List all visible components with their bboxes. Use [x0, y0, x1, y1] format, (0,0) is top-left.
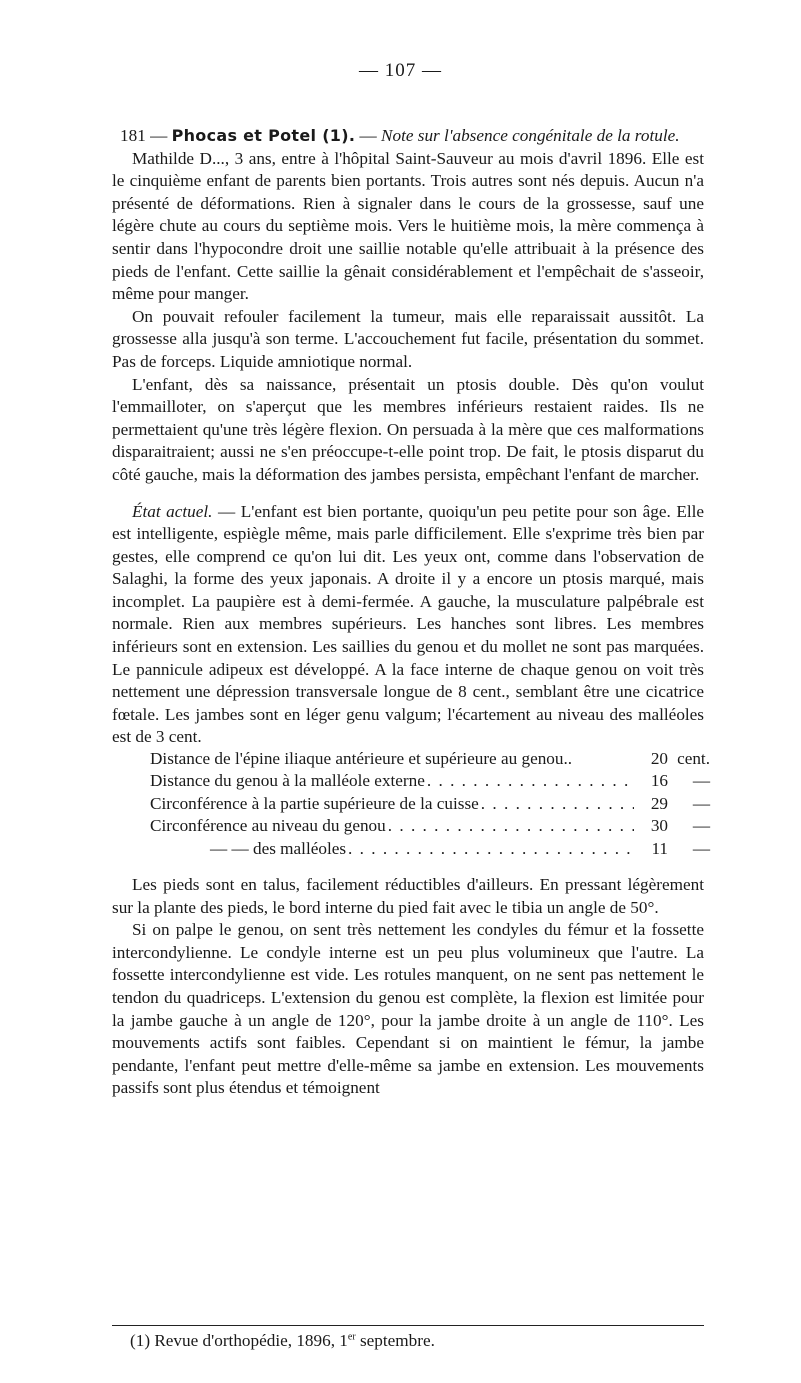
paragraph-birth: L'enfant, dès sa naissance, présentait un ptosis double. Dès qu'on voulut l'emmailloter, on s'aperçut que les membres inférieurs restaient raides. Ils ne permettaient qu'une très légère flexion. On persuada à la mère que ces malformations disparaitraient; aussi ne s'en préoccupe-t-elle point trop. De fait, le ptosis disparut du côté gauche, mais la déformation des jambes persista, empêchant l'enfant de marcher. — [112, 374, 704, 484]
paragraph-pregnancy: On pouvait refouler facilement la tumeur, mais elle reparaissait aussitôt. La grossesse alla jusqu'à son terme. L'accouchement fut facile, présentation du sommet. Pas de forceps. Liquide amniotique normal. — [112, 306, 704, 371]
measurement-unit: cent. — [677, 749, 710, 768]
case-heading-paragraph — [112, 125, 704, 148]
etat-actuel-dash: — — [212, 501, 241, 521]
footnote-text-end: septembre. — [355, 1331, 435, 1350]
measurement-unit: — — [692, 793, 710, 813]
examination-body — [112, 874, 704, 1100]
measurement-row — [150, 838, 710, 860]
leader-dots — [386, 815, 634, 837]
measurement-value: 16 — [650, 771, 668, 791]
leader-dots — [479, 793, 634, 815]
measurement-row — [150, 793, 710, 815]
measurement-label: — — des malléoles — [210, 838, 347, 858]
measurement-label: Circonférence à la partie supérieure de la cuisse — [150, 793, 479, 813]
measurement-label: Distance du genou à la malléole externe — [150, 771, 425, 791]
measurement-value: 30 — [650, 816, 668, 836]
measurement-value: 29 — [650, 793, 668, 813]
measurements-table — [150, 748, 710, 860]
etat-actuel-label: État actuel. — [132, 501, 213, 521]
heading-dash: — — [355, 126, 382, 145]
measurement-label: Distance de l'épine iliaque antérieure et supérieure au genou.. — [150, 749, 573, 768]
case-authors: Phocas et Potel (1). — [171, 126, 356, 145]
paragraph-etat-actuel — [112, 501, 704, 750]
leader-dots — [346, 838, 634, 860]
measurement-label: Circonférence au niveau du genou — [150, 816, 386, 836]
paragraph-knee: Si on palpe le genou, on sent très nettement les condyles du fémur et la fossette intercondylienne. Le condyle interne est un peu plus volumineux que l'autre. La fossette intercondylienne est vide. Les rotules manquent, on ne sent pas nettement le tendon du quadriceps. L'extension du genou est complète, la flexion est limitée pour la jambe gauche à un angle de 120°, pour la jambe droite à un angle de 110°. Les mouvements actifs sont faibles. Cependant si on maintient le fémur, la jambe pendante, l'enfant peut mettre d'elle-même sa jambe en extension. Les mouvements passifs sont plus étendus et témoignent — [112, 920, 704, 1098]
measurement-row — [150, 770, 710, 792]
footnote-text: Revue d'orthopédie, 1896, 1 — [154, 1331, 348, 1350]
measurement-value: 11 — [651, 838, 668, 858]
footnote-marker: (1) — [130, 1331, 151, 1350]
measurement-unit: — — [692, 771, 710, 791]
paragraph-history: Mathilde D..., 3 ans, entre à l'hôpital Saint-Sauveur au mois d'avril 1896. Elle est le cinquième enfant de parents bien portants. Trois autres sont nés depuis. Aucun n'a présenté de déformations. Rien à signaler dans le cours de la grossesse, sauf une légère chute au cours du septième mois. Vers le huitième mois, la mère commença à sentir dans l'hypocondre droit une saillie notable qu'elle attribuait à la présence des pieds de l'enfant. Cette saillie la gênait considérablement et l'empêchait de s'asseoir, même pour manger. — [112, 148, 704, 304]
etat-actuel-text: L'enfant est bien portante, quoiqu'un peu petite pour son âge. Elle est intelligente, espiègle même, mais parle difficilement. Elle s'exprime très bien par gestes, elle comprend ce qu'on lui dit. Les yeux ont, comme dans l'observation de Salaghi, la forme des yeux japonais. A droite il y a encore un ptosis marqué, mais incomplet. La paupière est à demi-fermée. A gauche, la musculature palpébrale est normale. Rien aux membres supérieurs. Les hanches sont libres. Les membres inférieurs sont en extension. Les saillies du genou et du mollet ne sont pas marquées. Le pannicule adipeux est développé. A la face interne de chaque genou on voit très nettement une dépression transversale longue de 8 cent., semblant être une cicatrice fœtale. Les jambes sont en léger genu valgum; l'écartement au niveau des malléoles est de 3 cent. — [112, 501, 705, 747]
footnote-superscript: er — [347, 1331, 356, 1343]
leader-dots — [425, 770, 634, 792]
measurement-unit: — — [692, 838, 710, 858]
measurement-value: 20 — [650, 749, 668, 768]
measurement-row — [150, 748, 710, 770]
case-body — [112, 125, 704, 749]
footnote — [130, 1330, 435, 1352]
footnote-divider — [112, 1325, 704, 1326]
measurement-row — [150, 815, 710, 837]
paragraph-feet: Les pieds sont en talus, facilement réductibles d'ailleurs. En pressant légèrement sur la plante des pieds, le bord interne du pied fait avec le tibia un angle de 50°. — [112, 875, 704, 917]
case-number: 181 — — [120, 126, 168, 145]
case-title: Note sur l'absence congénitale de la rotule. — [381, 126, 680, 145]
measurement-unit: — — [692, 816, 710, 836]
page-number: — 107 — — [359, 60, 442, 81]
